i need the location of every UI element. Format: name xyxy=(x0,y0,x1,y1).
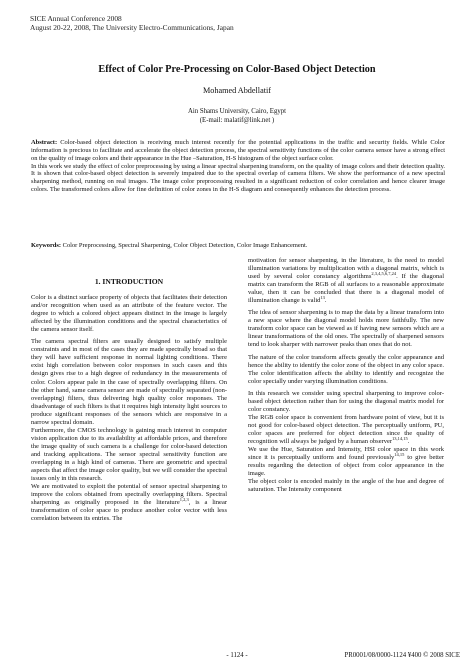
abstract xyxy=(31,139,445,194)
citation-sup: 14,15 xyxy=(394,451,405,457)
citation-sup: 13 xyxy=(320,295,325,301)
keywords-text: Color Preprocessing, Spectral Sharpening, Color Object Detection, Color Image Enhancement. xyxy=(61,242,308,249)
right-paragraph-3: The nature of the color transform affects greatly the color appearance and hence the ability to identify the color zone of the object in any color space. The color identification affects the ability to identify and recognize the color specially under varying illumination conditions. xyxy=(248,353,444,385)
right-text-1a: motivation for sensor sharpening, in the literature, is the need to model illumination variations by multiplication with a diagonal matrix, which is used by several color constancy algorithms xyxy=(248,257,444,281)
right-paragraph-7: The object color is encoded mainly in the angle of the hue and degree of saturation. The Intensity component xyxy=(248,478,444,494)
keywords-label: Keywords: xyxy=(31,242,62,249)
keywords xyxy=(31,242,445,250)
publication-code: PR0001/08/0000-1124 ¥400 © 2008 SICE xyxy=(344,652,460,659)
right-text-1b: . If the diagonal matrix can transform the RGB of all surfaces to a reasonable approximate value, then it can be concluded that there is a diagonal model of illumination change is valid xyxy=(248,273,444,305)
right-column xyxy=(248,257,444,494)
section-heading-introduction: 1. INTRODUCTION xyxy=(94,277,164,286)
right-text-6a: We use the Hue, Saturation and Intensity, HSI color space in this work since it is perceptually uniform and found previously xyxy=(248,446,444,462)
right-text-5b: . xyxy=(407,437,410,445)
right-paragraph-1 xyxy=(248,257,444,305)
citation-sup: 1,2,3 xyxy=(179,497,189,503)
intro-paragraph-3: Furthermore, the CMOS technology is gaining much interest in computer vision application due to its availability at affordable prices, and therefore the image quality of such camera is a challenge for color-based detection and tracking applications. The sensor spectral sensitivity function are overlapping in a high kind of cameras. There are geometric and spectral aspects that affect the image color quality, but we will consider the spectral issues only in this research. xyxy=(31,426,227,483)
conference-header xyxy=(30,14,234,32)
right-paragraph-4: In this research we consider using spectral sharpening to improve color-based object detection rather than for using the diagonal matrix model for color constancy. xyxy=(248,389,444,413)
citation-sup: 13,14,15 xyxy=(392,435,408,441)
intro-paragraph-2: The camera spectral filters are usually designed to satisfy multiple constraints and in most of the cases they are made spectrally broad so that they will have sufficient response in normal lighting conditions. There exist high correlation between color responses in such cases and this design gives rise to a high degree of redundancy in the measurements of color. Colors appear pale in the case of spectrally overlapping filters. On the other hand, same camera sensor are made of spectrally separated (non-overlapping) filters, thus delivering high quality color responses. The disadvantage of such filters is that it requires high intensity light sources to produce significant responses of the sensors which are responsive in a narrow spectral domain. xyxy=(31,338,227,426)
intro-text-4a: We are motivated to exploit the potential of sensor spectral sharpening to improve the colors obtained from spectrally overlapping filters. Spectral sharpening as originally proposed in the literature xyxy=(31,483,227,507)
intro-text-4b: , is a linear transformation of color space to produce another color vector with less correlation between its entries. The xyxy=(31,499,227,523)
right-paragraph-6 xyxy=(248,446,444,478)
right-text-5a: The RGB color space is convenient from hardware point of view, but it is not good for color-based object detection. The perceptually uniform, PU, color spaces are preferred for object detection since the quality of recognition will always be judged by a human observer xyxy=(248,413,444,445)
right-paragraph-5 xyxy=(248,414,444,446)
conference-name: SICE Annual Conference 2008 xyxy=(30,14,122,23)
abstract-label: Abstract: xyxy=(31,139,58,146)
right-text-1c: . xyxy=(324,297,327,305)
left-column xyxy=(31,278,227,523)
citation-sup: 2,3,4,5,6,7,24 xyxy=(371,270,397,276)
abstract-paragraph-1 xyxy=(31,139,445,163)
right-paragraph-2: The idea of sensor sharpening is to map the data by a linear transform into a new space where the diagonal model holds more faithfully. The new transform color space can be viewed as if having new sensors which are a linear transformations of the old ones. The spectrally of sharpened sensors tend to look sharper with narrower peaks than ones that do not. xyxy=(248,309,444,349)
abstract-text-1: Color-based object detection is receiving much interest recently for the potential applications in the traffic and security fields. While Color information is precious to facilitate and accelerate the object detection process, the spectral sensitivity functions of the color camera sensor have a strong effect on the quality of image colors and their appearance in the Hue –Saturation, H-S histogram of the object surface color. xyxy=(31,139,445,162)
affiliation: Ain Shams University, Cairo, Egypt xyxy=(187,108,287,115)
paper-title: Effect of Color Pre-Processing on Color-Based Object Detection xyxy=(98,64,376,75)
author-name: Mohamed Abdellatif xyxy=(203,86,271,95)
conference-venue: August 20-22, 2008, The University Electro-Communications, Japan xyxy=(30,23,234,32)
email: (E-mail: malatif@link.net ) xyxy=(199,117,275,124)
abstract-paragraph-2: In this work we study the effect of color preprocessing by using a linear spectral sharpening transform, on the quality of image colors and their detection quality. It is shown that color-based object detection is severely impaired due to the spectral overlap of camera filters. We show the performance of a new spectral sharpening method, running on real images. The image color preprocessing resulted in a significant reduction of color correlation and hence clearer image colors. The transformed colors allow for fine definition of color zones in the H-S diagram and consequently enhances the detection process. xyxy=(31,162,445,194)
page-number: - 1124 - xyxy=(226,652,248,659)
intro-paragraph-4 xyxy=(31,483,227,523)
intro-paragraph-1: Color is a distinct surface property of objects that facilitates their detection and/or recognition when used as an attribute of the feature vector. The degree to which a colored object appears distinct in the image is largely affected by the illumination conditions and the spectral characteristics of the camera sensor itself. xyxy=(31,294,227,334)
right-text-6b: to give better results regarding the detection of object from color appearance in the image. xyxy=(248,454,445,478)
author-affiliation-block xyxy=(0,107,474,125)
